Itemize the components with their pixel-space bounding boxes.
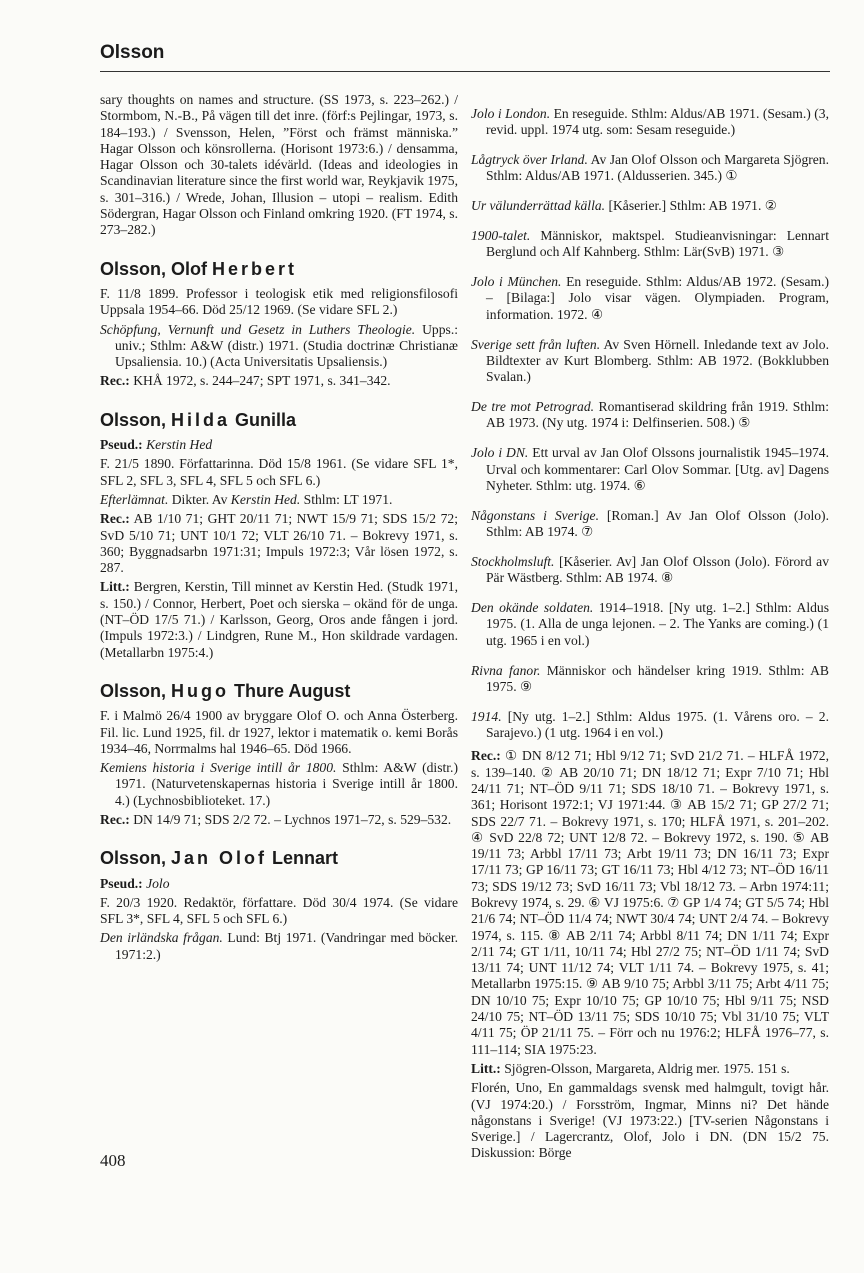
work-details: [Kåserier.] Sthlm: AB 1971. ② — [605, 197, 777, 213]
works-list — [471, 106, 829, 742]
janolof-pseud: Pseud.: Jolo — [100, 875, 170, 891]
work-details: [Ny utg. 1–2.] Sthlm: Aldus 1975. (1. Vårens oro. – 2. Sarajevo.) (1 utg. 1964 i en vol.) — [486, 708, 829, 741]
olof-work: Schöpfung, Vernunft und Gesetz in Luthers Theologie. Upps.: univ.; Sthlm: A&W (distr.) 1971. (Studia doctrinæ Christianæ Upsaliensia. 10.) (Acta Universitatis Upsaliensis.) — [100, 321, 458, 370]
intro-paragraph: sary thoughts on names and structure. (SS 1973, s. 223–262.) / Stormbom, N.-B., På vägen till det inre. (förf:s Pejlingar, 1973, s. 184–193.) / Svensson, Helen, ”Först och främst människa.” Hagar Olsson och könsrollerna. (Horisont 1973:6.) / densamma, Hagar Olsson och 30-talets idévärld. (Ideas and ideologies in Scandinavian literature since the first world war, Reykjavik 1975, s. 301–316.) / Wrede, Johan, Illusion – utopi – realism. Edith Södergran, Hagar Olsson och Finland omkring 1920. (FT 1974, s. 273–282.) — [100, 92, 458, 238]
entry-heading-hilda: Olsson, Hilda Gunilla — [100, 409, 297, 430]
work-details: [Kåserier. Av] Jan Olof Olsson (Jolo). Förord av Pär Wästberg. Sthlm: AB 1974. ⑧ — [486, 553, 829, 586]
work-title: Den okände soldaten. — [471, 600, 594, 616]
work-entry — [471, 600, 829, 649]
work-title: Någonstans i Sverige. — [471, 507, 599, 523]
work-details: En reseguide. Sthlm: Aldus/AB 1972. (Sesam.) – [Bilaga:] Jolo visar vägen. Olympiaden. Program, information. 1972. ④ — [486, 274, 829, 322]
work-entry — [471, 554, 829, 587]
olof-bio: F. 11/8 1899. Professor i teologisk etik med religionsfilosofi Uppsala 1954–66. Död 25/12 1969. (Se vidare SFL 2.) — [100, 285, 458, 318]
work-title: De tre mot Petrograd. — [471, 399, 595, 415]
hilda-bio: F. 21/5 1890. Författarinna. Död 15/8 1961. (Se vidare SFL 1*, SFL 2, SFL 3, SFL 4, SFL 5 och SFL 6.) — [100, 456, 458, 488]
work-details: Romantiserad skildring från 1919. Sthlm: AB 1973. (Ny utg. 1974 i: Delfinserien. 508.) ⑤ — [486, 399, 829, 431]
header-rule — [100, 71, 830, 72]
hilda-pseud: Pseud.: Kerstin Hed — [100, 437, 213, 453]
janolof-bio: F. 20/3 1920. Redaktör, författare. Död 30/4 1974. (Se vidare SFL 3*, SFL 4, SFL 5 och SFL 6.) — [100, 894, 458, 927]
work-details: Av Jan Olof Olsson och Margareta Sjögren. Sthlm: Aldus/AB 1971. (Aldusserien. 345.) ① — [486, 151, 829, 184]
work-details: En reseguide. Sthlm: Aldus/AB 1971. (Sesam.) (3, revid. uppl. 1974 utg. som: Sesam reseguide.) — [486, 105, 830, 137]
work-title: Jolo i London. — [471, 105, 551, 121]
work-title: 1914. — [471, 708, 502, 724]
janolof-literature: Litt.: Sjögren-Olsson, Margareta, Aldrig mer. 1975. 151 s. — [471, 1060, 790, 1076]
work-title: Jolo i DN. — [471, 445, 529, 461]
work-details: Människor och händelser kring 1919. Sthlm: AB 1975. ⑨ — [486, 662, 829, 694]
olof-reviews: Rec.: KHÅ 1972, s. 244–247; SPT 1971, s. 341–342. — [100, 373, 391, 389]
work-title: Sverige sett från luften. — [471, 336, 601, 352]
work-details: Människor, maktspel. Studieanvisningar: Lennart Berglund och Alf Kahnberg. Sthlm: Lär(SvB) 1971. ③ — [486, 227, 829, 260]
hugo-bio: F. i Malmö 26/4 1900 av bryggare Olof O. och Anna Österberg. Fil. lic. Lund 1925, fil. dr 1927, lektor i matematik o. kemi Borås 1934–46, Norrmalms hal 1946–65. Död 1966. — [100, 708, 458, 756]
work-entry — [471, 228, 829, 261]
janolof-literature-cont: Florén, Uno, En gammaldags svensk med halmgult, tovigt hår. (VJ 1974:20.) / Forsström, Ingmar, Minns ni? Det hände någonstans i Sverige! (VJ 1973:22.) [TV-serien Någonstans i Sverige.] / Lagercrantz, Olof, Jolo i DN. (DN 15/2 75. Diskussion: Börge — [471, 1080, 829, 1161]
work-title: Jolo i München. — [471, 274, 562, 290]
hilda-reviews: Rec.: AB 1/10 71; GHT 20/11 71; NWT 15/9 71; SDS 15/2 72; SvD 5/10 71; UNT 10/1 72; VLT 26/10 71. – Bokrevy 1971, s. 360; Byggnadsarbn 1971:31; Impuls 1972:3; Vår lösen 1972, s. 287. — [100, 511, 458, 576]
work-entry — [471, 399, 829, 432]
work-details: Av Sven Hörnell. Inledande text av Jolo. Bildtexter av Kurt Blomberg. Sthlm: AB 1972. (Bokklubben Svalan.) — [486, 336, 829, 385]
page-number: 408 — [100, 1151, 126, 1170]
work-title: 1900-talet. — [471, 227, 531, 243]
work-entry — [471, 508, 829, 541]
work-entry — [471, 152, 829, 185]
work-entry — [471, 709, 829, 742]
entry-heading-janolof: Olsson, Jan Olof Lennart — [100, 848, 339, 869]
left-column — [100, 92, 458, 966]
work-details: Ett urval av Jan Olof Olssons journalistik 1945–1974. Urval och kommentarer: Carl Olov Sommar. [Utg. av] Dagens Nyheter. Sthlm: utg. 1974. ⑥ — [486, 445, 829, 493]
work-entry — [471, 198, 829, 214]
work-entry — [471, 106, 829, 139]
hugo-work: Kemiens historia i Sverige intill år 1800. Sthlm: A&W (distr.) 1971. (Naturvetenskapernas historia i Sverige intill år 1800. 4.) (Lychnosbiblioteket. 17.) — [100, 760, 458, 808]
janolof-reviews: Rec.: ① DN 8/12 71; Hbl 9/12 71; SvD 21/2 71. – HLFÅ 1972, s. 139–140. ② AB 20/10 71; DN 18/12 71; Expr 7/10 71; Hbl 24/11 71; NT–ÖD 9/11 71; SDS 18/10 71. – Bokrevy 1971, s. 361; Horisont 1972:1; VJ 1971:44. ③ AB 15/2 71; GP 27/2 71; SDS 22/7 71. – Bokrevy 1971, s. 170; HLFÅ 1971, s. 201–202. ④ SvD 22/8 72; UNT 12/8 72. – Bokrevy 1972, s. 190. ⑤ AB 19/11 73; Arbbl 17/11 73; Arbt 19/11 73; DN 16/11 73; Expr 17/11 73; GP 16/11 73; GT 16/11 73; Hbl 4/12 73; NT–ÖD 16/11 73; SDS 19/12 73; SvD 16/11 73; Vbl 18/12 73. – Arbn 1974:11; Bokrevy 1974, s. 29. ⑥ VJ 1975:6. ⑦ GP 1/4 74; GT 5/5 74; Hbl 21/6 74; NT–ÖD 11/4 74; NWT 30/4 74; UNT 2/4 74. – Bokrevy 1974, s. 115. ⑧ AB 2/11 74; Arbbl 8/11 74; DN 1/11 74; Expr 2/11 74; GT 1/11, 10/11 74; Hbl 27/2 75; NT–ÖD 1/11 74; SvD 13/11 74; UNT 11/12 74; VLT 1/11 74. – Bokrevy 1975, s. 41; Metallarbn 1975:15. ⑨ AB 9/10 75; Arbbl 3/11 75; Arbt 4/11 75; DN 10/10 75; Expr 10/10 75; GP 10/10 75; Hbl 9/11 75; NSD 24/10 75; NT–ÖD 13/11 75; SDS 10/10 75; Vbl 31/10 75; VLT 4/11 75; ÖP 21/11 75. – Förr och nu 1976:2; HLFÅ 1976–77, s. 111–114; SIA 1975:23. — [471, 748, 829, 1057]
work-entry — [471, 663, 829, 696]
page-header: Olsson — [100, 42, 165, 63]
work-entry — [471, 274, 829, 323]
work-details: 1914–1918. [Ny utg. 1–2.] Sthlm: Aldus 1975. (1. Alla de unga lejonen. – 2. The Yanks are coming.) (1 utg. 1965 i en vol.) — [486, 600, 829, 648]
hilda-literature: Litt.: Bergren, Kerstin, Till minnet av Kerstin Hed. (Studk 1971, s. 150.) / Connor, Herbert, Poet och sierska – okänd för de unga. (NT–ÖD 17/5 71.) / Karlsson, Georg, Oros ande fången i jord. (Impuls 1972:3.) / Lindgren, Rune M., Hon skildrade vardagen. (Metallarbn 1975:4.) — [100, 579, 458, 660]
right-column — [471, 92, 829, 1165]
entry-heading-hugo: Olsson, Hugo Thure August — [100, 680, 351, 701]
work-title: Lågtryck över Irland. — [471, 151, 588, 167]
work-title: Stockholmsluft. — [471, 553, 555, 569]
hilda-work: Efterlämnat. Dikter. Av Kerstin Hed. Sthlm: LT 1971. — [100, 491, 393, 507]
work-title: Rivna fanor. — [471, 662, 541, 678]
work-details: [Roman.] Av Jan Olof Olsson (Jolo). Sthlm: AB 1974. ⑦ — [486, 507, 829, 539]
entry-heading-olof: Olsson, Olof Herbert — [100, 258, 298, 279]
hugo-reviews: Rec.: DN 14/9 71; SDS 2/2 72. – Lychnos 1971–72, s. 529–532. — [100, 811, 452, 827]
work-entry — [471, 445, 829, 494]
janolof-work: Den irländska frågan. Lund: Btj 1971. (Vandringar med böcker. 1971:2.) — [100, 930, 459, 962]
work-entry — [471, 337, 829, 386]
work-title: Ur välunderrättad källa. — [471, 197, 606, 213]
